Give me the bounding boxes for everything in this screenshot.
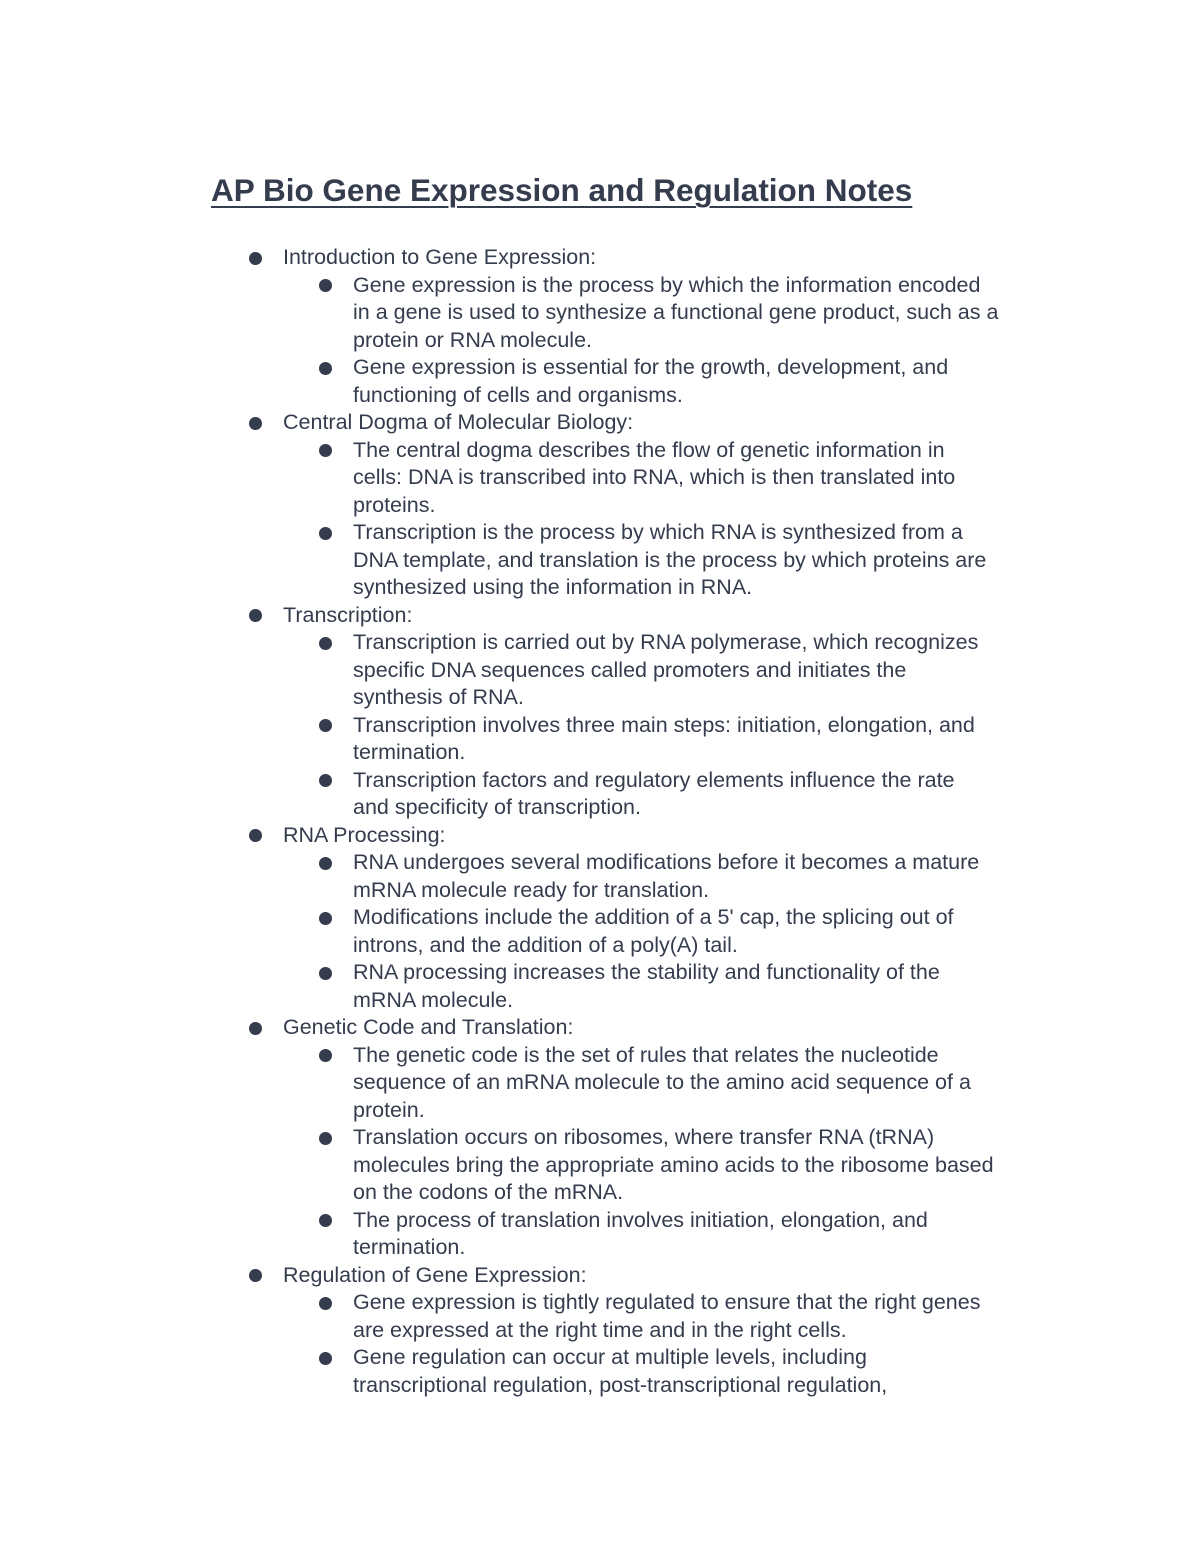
list-item-text: Gene expression is tightly regulated to ensure that the right genes are expressed at the right time and in the right cells. (353, 1290, 981, 1342)
list-item (319, 354, 1079, 409)
bullet-icon (249, 1022, 262, 1035)
list-item-text: The genetic code is the set of rules that relates the nucleotide sequence of an mRNA molecule to the amino acid sequence of a protein. (353, 1042, 971, 1122)
section-heading: Introduction to Gene Expression: (283, 245, 597, 269)
list-item (319, 959, 1079, 1014)
list-item (319, 712, 1079, 767)
bullet-icon (249, 829, 262, 842)
bullet-icon (249, 252, 262, 265)
list-item (319, 1344, 1079, 1399)
list-item-text: RNA undergoes several modifications before it becomes a mature mRNA molecule ready for translation. (353, 850, 980, 902)
list-item (319, 1124, 1079, 1207)
section-rna-processing (249, 822, 1079, 1015)
list-item-text: Transcription is carried out by RNA polymerase, which recognizes specific DNA sequences called promoters and initiates the synthesis of RNA. (353, 630, 979, 709)
section-transcription (249, 602, 1079, 822)
bullet-icon (319, 362, 332, 375)
notes-outline (249, 244, 1079, 1399)
list-item-text: Transcription involves three main steps: initiation, elongation, and termination. (353, 712, 975, 764)
section-heading: Transcription: (283, 602, 413, 627)
list-item-text: The process of translation involves initiation, elongation, and termination. (353, 1207, 928, 1259)
list-item (319, 767, 1079, 822)
section-genetic-code (249, 1014, 1079, 1262)
section-regulation (249, 1262, 1079, 1400)
section-central-dogma (249, 409, 1079, 602)
bullet-icon (319, 774, 332, 787)
section-introduction (249, 244, 1079, 409)
bullet-icon (319, 967, 332, 980)
list-item-text: Modifications include the addition of a 5' cap, the splicing out of introns, and the addition of a poly(A) tail. (353, 905, 954, 957)
list-item (319, 849, 1079, 904)
bullet-icon (249, 609, 262, 622)
list-item-text: RNA processing increases the stability and functionality of the mRNA molecule. (353, 960, 940, 1012)
list-item (319, 437, 1079, 520)
bullet-icon (319, 279, 332, 292)
bullet-icon (249, 1269, 262, 1282)
bullet-icon (319, 912, 332, 925)
list-item (319, 629, 1079, 712)
section-heading: Regulation of Gene Expression: (283, 1262, 587, 1287)
list-item-text: Transcription factors and regulatory elements influence the rate and specificity of transcription. (353, 767, 955, 819)
list-item (319, 1289, 1079, 1344)
list-item-text: Gene expression is essential for the growth, development, and functioning of cells and organisms. (353, 355, 949, 407)
list-item (319, 904, 1079, 959)
sub-point-list (283, 1042, 1079, 1262)
list-item (319, 1042, 1079, 1125)
sub-point-list (283, 437, 1079, 602)
section-heading: RNA Processing: (283, 822, 446, 847)
bullet-icon (319, 857, 332, 870)
list-item-text: The central dogma describes the flow of genetic information in cells: DNA is transcribed into RNA, which is then translated into proteins. (353, 437, 956, 517)
list-item-text: Translation occurs on ribosomes, where transfer RNA (tRNA) molecules bring the appropriate amino acids to the ribosome based on the codons of the mRNA. (353, 1125, 994, 1204)
list-item (319, 1207, 1079, 1262)
list-item-text: Gene regulation can occur at multiple levels, including transcriptional regulation, post-transcriptional regulation, (353, 1345, 888, 1397)
sub-point-list (283, 272, 1079, 410)
bullet-icon (319, 527, 332, 540)
list-item (319, 519, 1079, 602)
bullet-icon (319, 1214, 332, 1227)
sub-point-list (283, 629, 1079, 822)
document-title: AP Bio Gene Expression and Regulation Notes (211, 172, 913, 208)
bullet-icon (319, 1049, 332, 1062)
list-item-text: Transcription is the process by which RNA is synthesized from a DNA template, and translation is the process by which proteins are synthesized using the information in RNA. (353, 520, 987, 599)
bullet-icon (319, 1352, 332, 1365)
sub-point-list (283, 849, 1079, 1014)
bullet-icon (249, 417, 262, 430)
sub-point-list (283, 1289, 1079, 1399)
bullet-icon (319, 1297, 332, 1310)
bullet-icon (319, 444, 332, 457)
list-item (319, 272, 1079, 355)
bullet-icon (319, 1132, 332, 1145)
section-heading: Central Dogma of Molecular Biology: (283, 410, 634, 434)
section-heading: Genetic Code and Translation: (283, 1015, 574, 1039)
list-item-text: Gene expression is the process by which the information encoded in a gene is used to synthesize a functional gene product, such as a protein or RNA molecule. (353, 272, 999, 352)
bullet-icon (319, 637, 332, 650)
bullet-icon (319, 719, 332, 732)
